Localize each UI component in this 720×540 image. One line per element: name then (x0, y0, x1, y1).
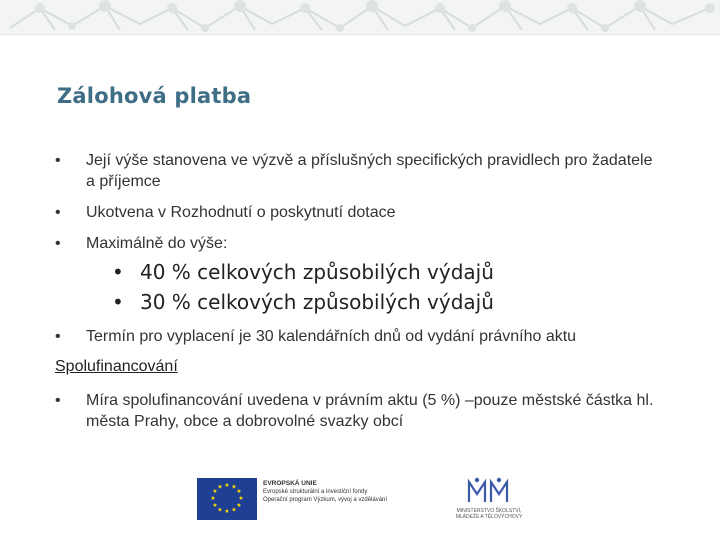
bullet-marker: • (55, 328, 61, 345)
sub-bullet-text: 30 % celkových způsobilých výdajů (140, 290, 494, 314)
msmt-logo-line: MLÁDEŽE A TĚLOVÝCHOVY (455, 514, 523, 520)
msmt-logo-text (445, 508, 533, 520)
sub-bullet-item (112, 259, 672, 285)
bullet-text: Termín pro vyplacení je 30 kalendářních dnů od vydání právního aktu (86, 328, 577, 345)
sub-bullet-marker: • (112, 290, 124, 314)
svg-text:★: ★ (212, 488, 218, 495)
svg-text:★: ★ (236, 488, 242, 495)
eu-logo-line: Evropské strukturální a investiční fondy (263, 489, 368, 495)
bullet-marker: • (55, 392, 61, 409)
eu-logo-line: Operační program Výzkum, vývoj a vzdělávání (263, 497, 388, 503)
bullet-item (55, 233, 665, 254)
msmt-emblem-icon (445, 474, 533, 508)
svg-text:★: ★ (217, 483, 223, 491)
eu-logo-text (263, 480, 438, 504)
svg-text:★: ★ (217, 506, 223, 514)
slide-title: Zálohová platba (57, 84, 252, 108)
sub-bullet-text: 40 % celkových způsobilých výdajů (140, 260, 494, 284)
svg-text:★: ★ (231, 506, 237, 514)
svg-text:★: ★ (224, 482, 230, 489)
msmt-logo (445, 474, 533, 524)
bullet-text: Maximálně do výše: (86, 235, 228, 252)
svg-text:★: ★ (236, 502, 242, 509)
svg-text:★: ★ (238, 495, 244, 502)
sub-bullet-item (112, 289, 672, 315)
sub-bullet-marker: • (112, 260, 124, 284)
section-heading: Spolufinancování (55, 358, 178, 375)
svg-text:★: ★ (231, 483, 237, 491)
header-decoration-band (0, 0, 720, 35)
svg-text:★: ★ (210, 495, 216, 502)
eu-logo-line: EVROPSKÁ UNIE (263, 480, 317, 487)
svg-text:★: ★ (224, 508, 230, 515)
msmt-logo-line: MINISTERSTVO ŠKOLSTVÍ, (456, 508, 522, 514)
footer-logos (197, 474, 537, 524)
network-pattern-decoration (0, 0, 720, 34)
bullet-text: Míra spolufinancování uvedena v právním aktu (5 %) –pouze městské částka hl. města Prahy, obce a dobrovolné svazky obcí (86, 392, 654, 430)
bullet-marker: • (55, 152, 61, 169)
bullet-marker: • (55, 235, 61, 252)
svg-text:★: ★ (212, 502, 218, 509)
bullet-item (55, 326, 665, 347)
bullet-marker: • (55, 204, 61, 221)
bullet-item (55, 150, 665, 192)
bullet-text: Ukotvena v Rozhodnutí o poskytnutí dotace (86, 204, 396, 221)
bullet-text: Její výše stanovena ve výzvě a příslušných specifických pravidlech pro žadatele a příjemce (86, 152, 653, 190)
bullet-item (55, 202, 665, 223)
eu-flag-icon (197, 478, 257, 520)
bullet-item (55, 390, 665, 432)
